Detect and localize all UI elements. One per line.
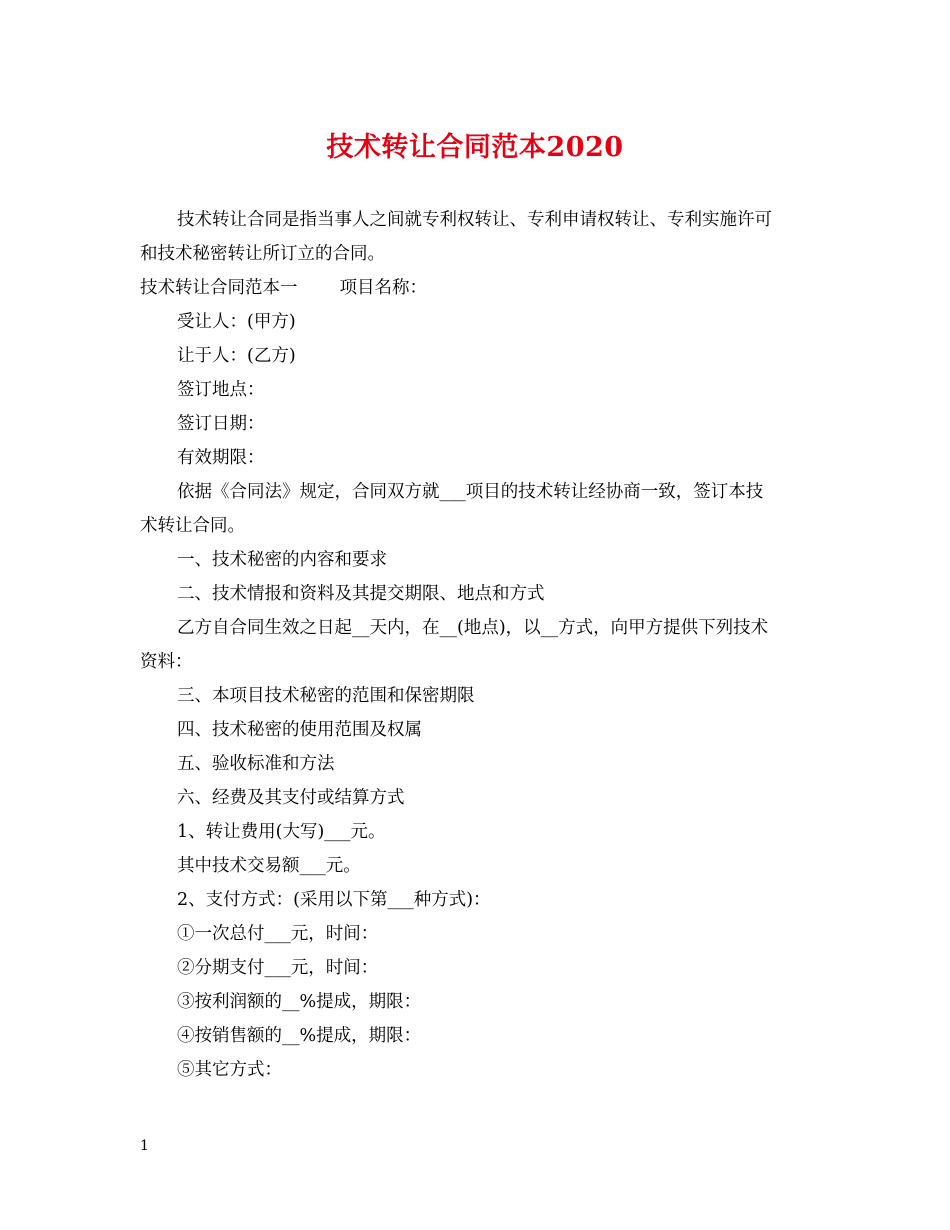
section-heading: 五、验收标准和方法: [177, 754, 335, 774]
payment-option: ②分期支付___元，时间：: [177, 958, 379, 978]
materials-paragraph-line: 资料：: [140, 652, 193, 672]
document-title: 技术转让合同范本2020: [326, 132, 624, 163]
payment-option: ⑤其它方式：: [177, 1060, 282, 1080]
page-number: 1: [140, 1138, 149, 1154]
fee-tech-line: 其中技术交易额___元。: [177, 856, 361, 876]
signing-date-field: 签订日期：: [177, 414, 265, 434]
transferor-field: 让于人：(乙方): [177, 346, 296, 366]
payment-option: ④按销售额的__%提成，期限：: [177, 1026, 422, 1046]
project-name-label: 项目名称：: [339, 278, 427, 298]
sample-heading: 技术转让合同范本一: [140, 278, 298, 298]
section-heading: 四、技术秘密的使用范围及权属: [177, 720, 422, 740]
materials-paragraph-line: 乙方自合同生效之日起__天内，在__(地点)，以__方式，向甲方提供下列技术: [177, 618, 769, 638]
section-heading: 六、经费及其支付或结算方式: [177, 788, 405, 808]
basis-paragraph-line: 术转让合同。: [140, 516, 245, 536]
payment-option: ③按利润额的__%提成，期限：: [177, 992, 422, 1012]
signing-place-field: 签订地点：: [177, 380, 265, 400]
sample-heading-line: [140, 271, 820, 305]
validity-field: 有效期限：: [177, 448, 265, 468]
transferee-field: 受让人：(甲方): [177, 312, 296, 332]
payment-option: ①一次总付___元，时间：: [177, 924, 379, 944]
intro-paragraph-line: 技术转让合同是指当事人之间就专利权转让、专利申请权转让、专利实施许可: [177, 210, 772, 230]
basis-paragraph-line: 依据《合同法》规定，合同双方就___项目的技术转让经协商一致，签订本技: [177, 482, 764, 502]
intro-paragraph-line: 和技术秘密转让所订立的合同。: [140, 244, 385, 264]
fee-total-line: 1、转让费用(大写)___元。: [177, 822, 386, 842]
section-heading: 二、技术情报和资料及其提交期限、地点和方式: [177, 584, 545, 604]
payment-method-line: 2、支付方式：(采用以下第___种方式)：: [177, 890, 491, 910]
section-heading: 三、本项目技术秘密的范围和保密期限: [177, 686, 475, 706]
section-heading: 一、技术秘密的内容和要求: [177, 550, 387, 570]
document-body: [140, 203, 820, 1087]
